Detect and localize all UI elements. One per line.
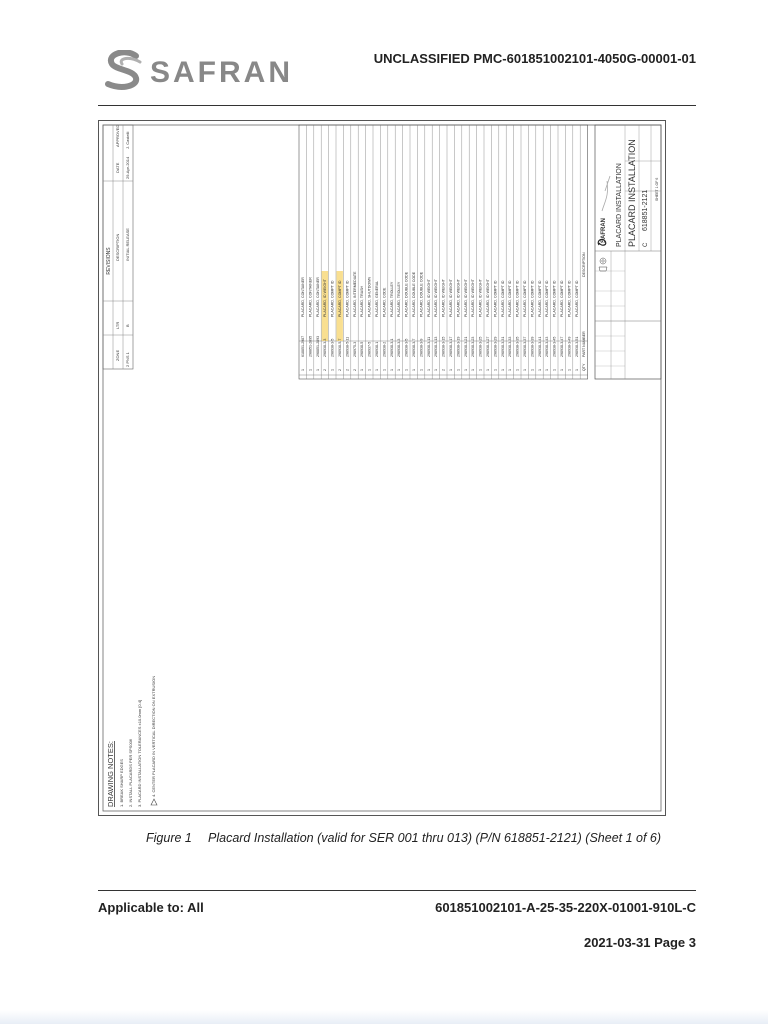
bom-row-30-description: PLACARD, COMPT ID <box>515 280 520 317</box>
bom-row-13-part-number: 298938-3-1 <box>389 338 394 357</box>
bom-row-30-part-number: 298938-3-35 <box>515 336 520 357</box>
bom-row-26-part-number: 298938-3-27 <box>486 336 490 357</box>
rev-desc-header: DESCRIPTION <box>115 233 120 261</box>
bom-row-12-description: PLACARD, CODE <box>382 287 387 317</box>
bom-row-38-description: PLACARD, COMPT ID <box>574 280 579 317</box>
bom-row-18-part-number: 298938-3-11 <box>426 336 431 357</box>
bom-row-36-qty: 1 <box>560 369 564 371</box>
bom-row-33-part-number: 298938-3-41 <box>537 336 542 357</box>
bom-row-4-qty: 2 <box>323 369 328 371</box>
bom-row-5-qty: 1 <box>330 369 335 371</box>
bom-row-37-part-number: 298938-3-49 <box>567 336 572 357</box>
bom-row-31-description: PLACARD, COMPT ID <box>523 280 527 317</box>
safran-logo <box>100 50 305 92</box>
bom-row-23-description: PLACARD, ID WEIGHT <box>463 279 468 317</box>
bom-row-25-part-number: 298938-3-25 <box>478 336 483 357</box>
logo-wordmark: SAFRAN <box>150 56 293 89</box>
bom-row-23-part-number: 298938-3-21 <box>463 336 468 357</box>
title-block-company: SAFRAN <box>601 218 607 243</box>
bom-row-34-qty: 1 <box>545 369 550 371</box>
bom-row-32-part-number: 298938-3-39 <box>530 336 535 357</box>
approval-signature <box>602 176 610 211</box>
bom-row-27-description: PLACARD, COMPT ID <box>493 280 498 317</box>
drawing-canvas <box>99 121 665 815</box>
bom-row-1-description: PLACARD, CONTAINER <box>301 277 305 317</box>
bom-row-10-part-number: 298937-5 <box>367 341 372 357</box>
bom-header-part-number: PART NUMBER <box>582 331 587 357</box>
drawing-notes-title: DRAWING NOTES: <box>106 741 115 807</box>
figure-caption <box>146 831 661 845</box>
safran-s-icon <box>100 50 148 92</box>
bom-row-2-description: PLACARD, CONTAINER <box>308 277 313 317</box>
title-line-2: PLACARD INSTALLATION <box>627 139 637 247</box>
scan-edge <box>0 1010 768 1024</box>
bom-row-7-qty: 2 <box>345 369 350 371</box>
bom-row-31-qty: 1 <box>523 369 527 371</box>
bom-row-28-part-number: 298938-3-31 <box>500 336 505 357</box>
bom-row-3-qty: 1 <box>315 369 320 371</box>
bom-row-16-part-number: 298938-3-7 <box>412 338 416 357</box>
bom-row-8-description: PLACARD, INTERMEDIATE <box>352 271 357 317</box>
bom-row-36-description: PLACARD, COMPT ID <box>560 280 564 317</box>
rev-date-value: 29-Apr-2014 <box>125 156 130 179</box>
rev-approved-header: APPROVED <box>115 124 120 147</box>
title-line-1: PLACARD INSTALLATION <box>616 163 623 247</box>
bom-row-22-qty: 1 <box>456 369 461 371</box>
note-4: 4. CENTER PLACARD IN VERTICAL DIRECTION ON EXTRUSION <box>151 675 156 797</box>
bom-row-7-description: PLACARD, COMPT ID <box>345 280 350 317</box>
bom-header-qty: QTY <box>582 363 587 371</box>
note-4-flag-icon <box>151 799 157 805</box>
bom-row-11-description: PLACARD, GENERAL <box>375 280 379 317</box>
bill-of-materials <box>299 125 588 379</box>
bom-row-29-part-number: 298938-3-33 <box>508 336 513 357</box>
bom-row-21-part-number: 298938-3-17 <box>449 336 453 357</box>
bom-row-15-part-number: 298938-3-5 <box>404 338 409 357</box>
drawing-number: 618851-2121 <box>642 189 649 231</box>
bom-row-4-part-number: 298938-3-3 <box>323 338 328 357</box>
bom-row-13-description: PLACARD, TROLLEY <box>389 281 394 317</box>
bom-row-20-description: PLACARD, ID WEIGHT <box>441 279 446 317</box>
bom-row-27-qty: 1 <box>493 369 498 371</box>
bom-row-29-qty: 1 <box>508 369 513 371</box>
bom-row-24-description: PLACARD, ID WEIGHT <box>471 279 476 317</box>
bom-row-8-qty: 2 <box>352 369 357 371</box>
rev-zone-header: ZONE <box>115 349 120 361</box>
bom-row-14-part-number: 298938-3-3 <box>397 338 402 357</box>
bom-row-5-part-number: 298938-3-5 <box>330 338 335 357</box>
bom-row-20-qty: 2 <box>441 369 446 371</box>
bom-row-24-part-number: 298938-3-23 <box>471 336 476 357</box>
bom-row-3-part-number: 298851-2893 <box>315 335 320 357</box>
bom-row-38-part-number: 298938-3-51 <box>574 336 579 357</box>
footer-divider <box>98 890 696 891</box>
bom-row-35-description: PLACARD, COMPT ID <box>552 280 557 317</box>
bom-row-26-qty: 1 <box>486 369 490 371</box>
bom-row-30-qty: 1 <box>515 369 520 371</box>
bom-row-31-part-number: 298938-3-37 <box>523 336 527 357</box>
bom-row-19-description: PLACARD, ID WEIGHT <box>434 279 439 317</box>
bom-row-1-part-number: 618851-2987 <box>301 335 305 357</box>
bom-row-9-description: PLACARD, TRASH <box>360 285 365 317</box>
bom-row-6-description: PLACARD, COMPT ID <box>338 280 342 317</box>
bom-row-12-qty: 1 <box>382 369 387 371</box>
bom-row-16-qty: 1 <box>412 369 416 371</box>
bom-row-21-description: PLACARD, ID WEIGHT <box>449 279 453 317</box>
bom-row-6-part-number: 298938-5-7 <box>338 338 342 357</box>
rev-zone-value: 2 PNS 1 <box>125 352 130 367</box>
bom-row-11-part-number: 298938-1 <box>375 341 379 357</box>
bom-row-22-part-number: 298938-3-19 <box>456 336 461 357</box>
bom-row-34-description: PLACARD, COMPT ID <box>545 280 550 317</box>
bom-row-9-qty: 1 <box>360 369 365 371</box>
bom-row-33-description: PLACARD, COMPT ID <box>537 280 542 317</box>
bom-row-25-qty: 1 <box>478 369 483 371</box>
bom-row-27-part-number: 298938-3-29 <box>493 336 498 357</box>
bom-row-3-description: PLACARD, CONTAINER <box>315 277 320 317</box>
bom-row-36-part-number: 298938-3-47 <box>560 336 564 357</box>
sheet-number: SHEET 1 OF 6 <box>655 177 659 201</box>
bom-row-7-part-number: 298938-5-11 <box>345 336 350 357</box>
bom-row-26-description: PLACARD, ID WEIGHT <box>486 279 490 317</box>
bom-row-10-description: PLACARD, SHUTDOWN <box>367 276 372 317</box>
bom-row-37-description: PLACARD, COMPT ID <box>567 280 572 317</box>
bom-row-16-description: PLACARD, DOUBLE CODE <box>412 271 416 317</box>
bom-header-description: DESCRIPTION <box>582 252 587 277</box>
note-3: 3. PLACARD INSTALLATION TOLERANCES ±10.0mm [0.4] <box>137 699 142 807</box>
revisions-title: REVISIONS <box>106 247 112 275</box>
bom-row-6-qty: 2 <box>338 369 342 371</box>
bom-row-8-part-number: 298975-3 <box>352 341 357 357</box>
bom-row-35-part-number: 298938-3-45 <box>552 336 557 357</box>
rev-approved-value: J. Castelli <box>125 131 130 149</box>
title-block-logo <box>598 218 607 245</box>
bom-row-18-description: PLACARD, ID WEIGHT <box>426 279 431 317</box>
figure-label: Figure 1 <box>146 831 192 845</box>
title-block <box>595 125 661 379</box>
rev-ltr-value: B <box>125 324 130 327</box>
rev-date-header: DATE <box>115 162 120 173</box>
bom-row-28-qty: 1 <box>500 369 505 371</box>
data-module-code: 601851002101-A-25-35-220X-01001-910L-C <box>435 900 696 915</box>
bom-row-32-qty: 1 <box>530 369 535 371</box>
rev-ltr-header: LTR <box>115 321 120 329</box>
bom-row-14-qty: 1 <box>397 369 402 371</box>
projection-symbol-icon <box>599 258 607 271</box>
note-2: 2. INSTALL PLACARDS PER SPS006 <box>128 738 133 807</box>
note-1: 1. BREAK SHARP EDGES <box>119 759 124 807</box>
bom-row-21-qty: 1 <box>449 369 453 371</box>
bom-row-11-qty: 1 <box>375 369 379 371</box>
bom-row-1-qty: 1 <box>301 369 305 371</box>
drawing-notes <box>106 676 157 807</box>
bom-row-19-part-number: 298938-3-13 <box>434 336 439 357</box>
bom-row-29-description: PLACARD, COMPT ID <box>508 280 513 317</box>
bom-row-35-qty: 1 <box>552 369 557 371</box>
bom-row-37-qty: 1 <box>567 369 572 371</box>
bom-row-18-qty: 1 <box>426 369 431 371</box>
bom-row-13-qty: 1 <box>389 369 394 371</box>
drawing-size: C <box>643 242 649 247</box>
bom-row-24-qty: 1 <box>471 369 476 371</box>
bom-row-19-qty: 1 <box>434 369 439 371</box>
engineering-drawing <box>98 120 666 816</box>
rev-desc-value: INITIAL RELEASE <box>125 228 130 261</box>
bom-row-38-qty: 1 <box>574 369 579 371</box>
document-classification: UNCLASSIFIED PMC-601851002101-4050G-00001-01 <box>373 51 696 66</box>
bom-row-5-description: PLACARD, COMPT ID <box>330 280 335 317</box>
bom-row-17-part-number: 298938-3-9 <box>419 338 424 357</box>
bom-row-17-description: PLACARD, DOUBLE CODE <box>419 271 424 317</box>
bom-row-22-description: PLACARD, ID WEIGHT <box>456 279 461 317</box>
bom-row-28-description: PLACARD, COMPT ID <box>500 280 505 317</box>
bom-row-12-part-number: 298938-2 <box>382 341 387 357</box>
bom-row-14-description: PLACARD, TROLLEY <box>397 281 402 317</box>
revisions-block <box>103 125 133 369</box>
bom-row-9-part-number: 298938-5 <box>360 341 365 357</box>
bom-row-15-description: PLACARD, DOUBLE CODE <box>404 271 409 317</box>
header-divider <box>98 105 696 106</box>
bom-row-32-description: PLACARD, COMPT ID <box>530 280 535 317</box>
bom-row-2-qty: 1 <box>308 369 313 371</box>
bom-row-17-qty: 1 <box>419 369 424 371</box>
bom-row-2-part-number: 298851-2895 <box>308 335 313 357</box>
bom-row-23-qty: 1 <box>463 369 468 371</box>
bom-row-10-qty: 1 <box>367 369 372 371</box>
bom-row-34-part-number: 298938-3-43 <box>545 336 550 357</box>
bom-row-15-qty: 1 <box>404 369 409 371</box>
figure-title: Placard Installation (valid for SER 001 thru 013) (P/N 618851-2121) (Sheet 1 of 6) <box>208 831 662 845</box>
applicability: Applicable to: All <box>98 900 204 915</box>
bom-row-4-description: PLACARD, ID WEIGHT <box>323 279 328 317</box>
bom-row-20-part-number: 298938-3-15 <box>441 336 446 357</box>
bom-row-33-qty: 1 <box>537 369 542 371</box>
bom-row-25-description: PLACARD, ID WEIGHT <box>478 279 483 317</box>
date-and-page: 2021-03-31 Page 3 <box>583 935 696 950</box>
